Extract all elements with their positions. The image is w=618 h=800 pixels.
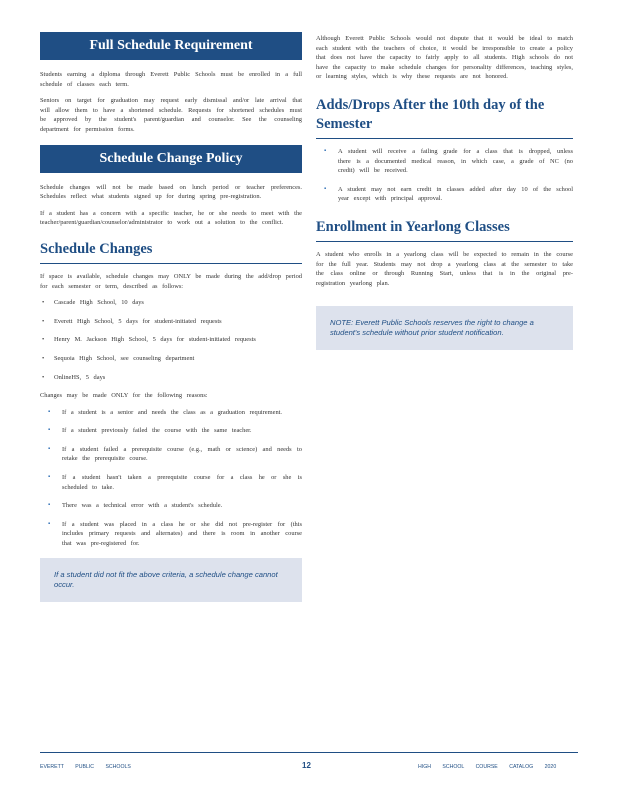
list-item: ▪ If a student failed a prerequisite course (e.g., math or science) and needs to retake the prerequisite course. xyxy=(40,445,302,464)
reserve-rights-note: NOTE: Everett Public Schools reserves the right to change a student's schedule without prior student notification. xyxy=(316,306,573,350)
school-add-drop-list xyxy=(40,298,302,382)
full-schedule-banner: Full Schedule Requirement xyxy=(40,32,302,60)
list-item: • Henry M. Jackson High School, 5 days for student-initiated requests xyxy=(40,335,302,345)
page-footer xyxy=(40,760,578,776)
change-reasons-list xyxy=(40,408,302,549)
right-column xyxy=(316,32,573,350)
list-item: ▪ If a student was placed in a class he or she did not pre-register for (this includes primary requests and alternates) and there is room in another course that was pre-registered for. xyxy=(40,520,302,549)
footer-district: EVERETT PUBLIC SCHOOLS xyxy=(40,764,131,770)
list-item: ▪ If a student hasn't taken a prerequisite course for a class he or she is scheduled to take. xyxy=(40,473,302,492)
list-item: ▪ A student will receive a failing grade for a class that is dropped, unless there is a documented medical reason, in which case, a grade of NC (no credit) will be received. xyxy=(316,147,573,176)
left-column xyxy=(40,32,302,602)
yearlong-enrollment-heading: Enrollment in Yearlong Classes xyxy=(316,218,573,242)
list-item: • Cascade High School, 10 days xyxy=(40,298,302,308)
full-schedule-paragraph-2: Seniors on target for graduation may request early dismissal and/or late arrival that will allow them to have a shortened schedule. Requests for shortened schedules must be approved by the student's parent/guardian and counselor. See the counseling department for permission forms. xyxy=(40,97,302,133)
full-schedule-paragraph-1: Students earning a diploma through Everett Public Schools must be enrolled in a full schedule of classes each term. xyxy=(40,71,302,88)
list-item: • Everett High School, 5 days for student-initiated requests xyxy=(40,317,302,327)
reasons-intro: Changes may be made ONLY for the following reasons: xyxy=(40,392,208,400)
list-item: ▪ There was a technical error with a student's schedule. xyxy=(40,501,302,511)
changes-intro: If space is available, schedule changes may ONLY be made during the add/drop period for each semester or term, described as follows: xyxy=(40,272,302,290)
list-item: ▪ If a student previously failed the course with the same teacher. xyxy=(40,426,302,436)
schedule-changes-heading: Schedule Changes xyxy=(40,240,302,264)
adds-drops-heading: Adds/Drops After the 10th day of the Semester xyxy=(316,96,573,139)
criteria-note: If a student did not fit the above criteria, a schedule change cannot occur. xyxy=(40,558,302,602)
schedule-change-policy-banner: Schedule Change Policy xyxy=(40,145,302,173)
policy-paragraph-2: If a student has a concern with a specific teacher, he or she needs to meet with the teacher/parent/guardian/counselor/administrator to work out a solution to the conflict. xyxy=(40,209,302,227)
list-item: • Sequoia High School, see counseling department xyxy=(40,354,302,364)
list-item: ▪ If a student is a senior and needs the class as a graduation requirement. xyxy=(40,408,302,418)
list-item: • OnlineHS, 5 days xyxy=(40,373,302,383)
footer-catalog-title: HIGH SCHOOL COURSE CATALOG 2020 xyxy=(418,764,557,770)
policy-paragraph-1: Schedule changes will not be made based on lunch period or teacher preferences. Schedules reflect what students signed up for during spring pre-registration. xyxy=(40,183,302,201)
adds-drops-list xyxy=(316,147,573,204)
page-number: 12 xyxy=(302,761,311,770)
yearlong-enrollment-paragraph: A student who enrolls in a yearlong class will be expected to remain in the course for the full year. Students may not drop a yearlong class at the semester to take the class online or through Running Start, unless that is in the original pre-registration yearlong plan. xyxy=(316,250,573,287)
footer-rule xyxy=(40,752,578,753)
policy-intro-paragraph: Although Everett Public Schools would not dispute that it would be ideal to match each student with the teachers of choice, it would be irresponsible to create a policy that does not have the capacity to fairly apply to all students. High schools do not have the capacity to make schedule changes for personality differences, teaching styles, or learning styles, which is why these requests are not honored. xyxy=(316,35,573,81)
list-item: ▪ A student may not earn credit in classes added after day 10 of the school year except with principal approval. xyxy=(316,185,573,204)
